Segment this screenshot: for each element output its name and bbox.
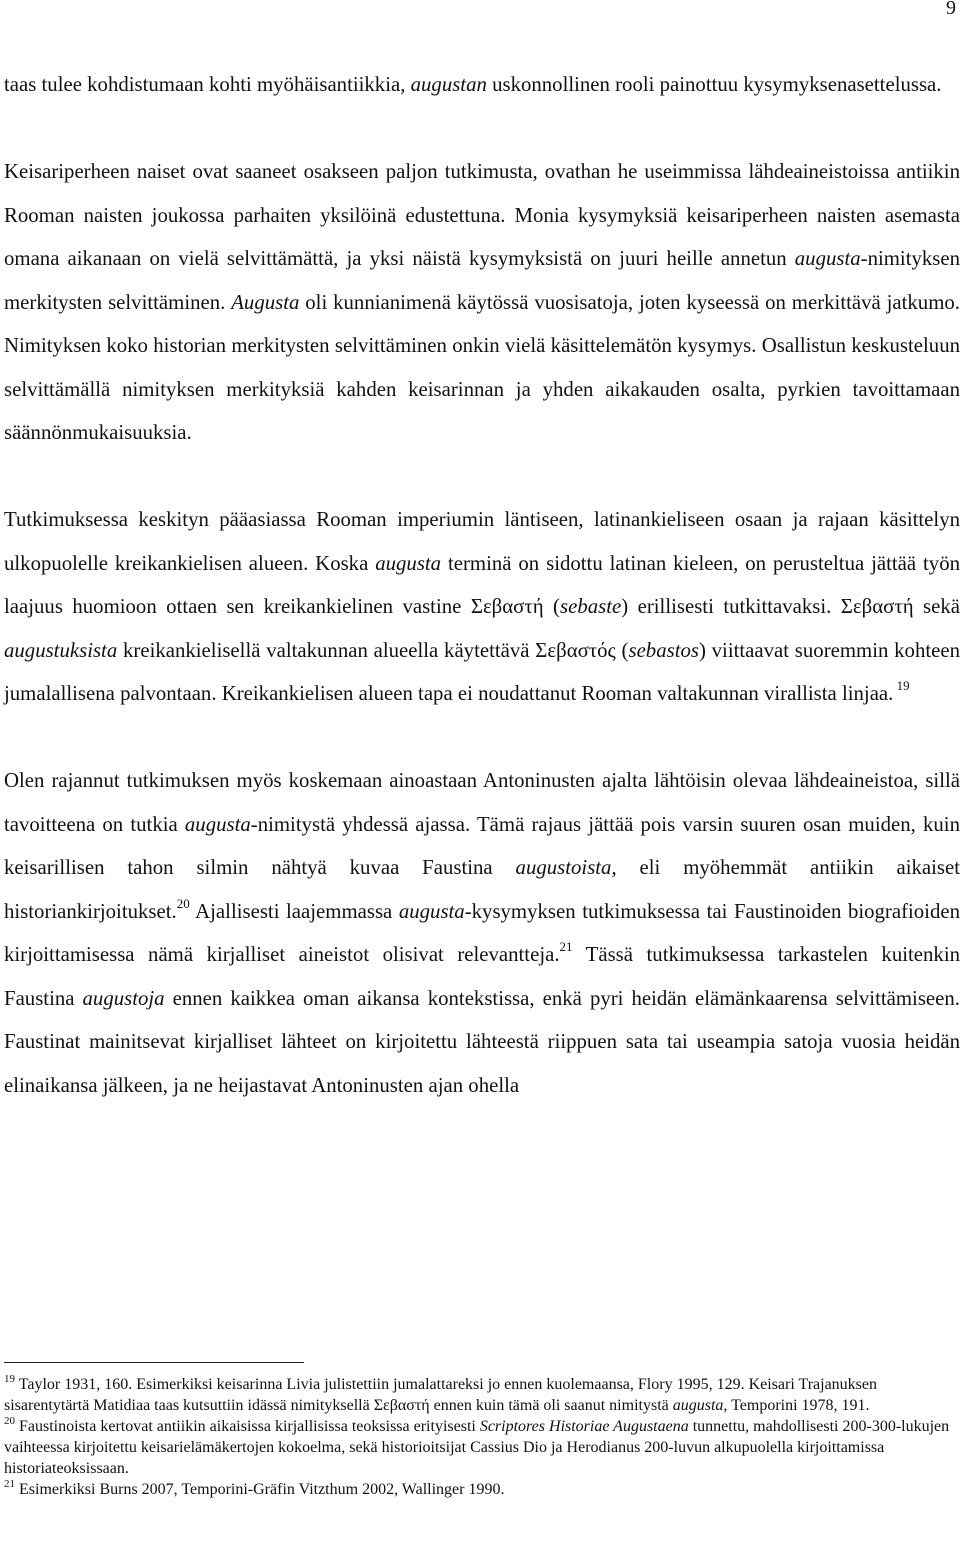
footnote-reference: 20 xyxy=(4,1415,15,1427)
italic-term: sebastos xyxy=(628,638,699,662)
italic-term: Augusta xyxy=(231,290,300,314)
text-run: ) viittaavat suoremmin kohteen jumalallisena palvontaan. Kreikankielisen alueen tapa ei noudattanut Rooman valtakunnan virallista linjaa. xyxy=(4,638,960,705)
text-run: Tutkimuksessa keskityn pääasiassa Rooman imperiumin läntiseen, latinankieliseen osaan ja rajaan käsittelyn ulkopuolelle kreikankielisen alueen. Koska xyxy=(4,508,960,575)
text-run: -nimitystä yhdessä ajassa. Tämä rajaus jättää pois varsin suuren osan muiden, kuin keisarillisen tahon silmin nähtyä kuvaa Faustina xyxy=(4,812,960,879)
text-run: Keisariperheen naiset ovat saaneet osakseen paljon tutkimusta, ovathan he useimmissa lähdeaineistoissa antiikin Rooman naisten joukossa parhaiten yksilöinä edustettuna. Monia kysymyksiä keisariperheen naisten asemasta omana aikanaan on vielä selvittämättä, ja yksi näistä kysymyksistä on juuri heille annetun xyxy=(4,160,960,270)
italic-term: sebaste xyxy=(560,595,622,618)
text-run: Tässä tutkimuksessa tarkastelen kuitenkin Faustina xyxy=(4,943,960,1010)
italic-term: augustoista xyxy=(515,856,612,879)
footnotes xyxy=(4,1374,958,1500)
footnote-reference: 21 xyxy=(4,1478,15,1490)
italic-term: augusta xyxy=(375,551,442,575)
paragraph xyxy=(4,498,960,716)
text-run: uskonnollinen rooli painottuu kysymyksenasettelussa. xyxy=(486,73,942,96)
text-run: tunnettu, mahdollisesti 200-300-lukujen vaihteessa kirjoitettu keisarielämäkertojen kokoelma, sekä historioitsijat Cassius Dio ja Herodianus 200-luvun alkupuolella kirjoittamissa historiateoksissaan. xyxy=(4,1418,950,1477)
paragraph xyxy=(4,150,960,455)
footnote-reference: 21 xyxy=(559,939,573,954)
italic-term: augustan xyxy=(410,73,487,96)
text-run: kreikankielisellä valtakunnan alueella käytettävä Σεβαστός ( xyxy=(117,638,629,662)
text-run: terminä on sidottu latinan kieleen, on perusteltua jättää työn laajuus huomioon ottaen sen kreikankielinen vastine Σεβαστή ( xyxy=(4,551,960,618)
italic-term: augustuksista xyxy=(4,638,118,662)
text-run: Esimerkiksi Burns 2007, Temporini-Gräfin Vitzthum 2002, Wallinger 1990. xyxy=(15,1481,505,1498)
italic-term: augustoja xyxy=(82,986,165,1010)
text-run: -nimityksen merkitysten selvittäminen. xyxy=(4,247,960,314)
text-run: ) erillisesti tutkittavaksi. Σεβαστή sekä xyxy=(621,595,960,618)
footnote-separator xyxy=(4,1362,304,1363)
footnote xyxy=(4,1416,958,1479)
footnote xyxy=(4,1479,958,1500)
text-run: -kysymyksen tutkimuksessa tai Faustinoiden biografioiden kirjoittamisessa nämä kirjalliset aineistot olisivat relevantteja. xyxy=(4,899,960,966)
footnote-reference: 19 xyxy=(893,678,910,693)
text-run: Taylor 1931, 160. Esimerkiksi keisarinna Livia julistettiin jumalattareksi jo ennen kuolemaansa, Flory 1995, 129. Keisari Trajanuksen sisarentytärtä Matidiaa taas kutsuttiin idässä nimityksellä Σεβαστή ennen kuin tämä oli saanut nimitystä xyxy=(4,1376,877,1414)
text-run: , eli myöhemmät antiikin aikaiset historiankirjoitukset. xyxy=(4,856,960,923)
body-text xyxy=(4,63,960,1107)
text-run: , Temporini 1978, 191. xyxy=(723,1397,870,1414)
footnote-reference: 19 xyxy=(4,1373,15,1385)
paragraph xyxy=(4,759,960,1107)
italic-term: augusta xyxy=(398,899,465,923)
text-run: Faustinoista kertovat antiikin aikaisissa kirjallisissa teoksissa erityisesti xyxy=(15,1418,480,1435)
text-run: ennen kaikkea oman aikansa kontekstissa, enkä pyri heidän elämänkaarensa selvittämiseen. Faustinat mainitsevat kirjalliset lähteet on kirjoitettu lähteestä riippuen sata tai useampia satoja vuosia heidän elinaikansa jälkeen, ja ne heijastavat Antoninusten ajan ohella xyxy=(4,986,960,1097)
paragraph xyxy=(4,63,960,107)
italic-term: augusta xyxy=(672,1397,724,1414)
page-number: 9 xyxy=(946,0,956,19)
italic-term: Scriptores Historiae Augustaena xyxy=(479,1418,689,1435)
footnote xyxy=(4,1374,958,1416)
text-run: taas tulee kohdistumaan kohti myöhäisantiikkia, xyxy=(4,73,411,96)
text-run: Olen rajannut tutkimuksen myös koskemaan ainoastaan Antoninusten ajalta lähtöisin olevaa lähdeaineistoa, sillä tavoitteena on tutkia xyxy=(4,769,960,836)
italic-term: augusta xyxy=(794,247,861,270)
italic-term: augusta xyxy=(184,812,251,836)
text-run: oli kunnianimenä käytössä vuosisatoja, joten kyseessä on merkittävä jatkumo. Nimityksen koko historian merkitysten selvittäminen onkin vielä käsittelemätön kysymys. Osallistun keskusteluun selvittämällä nimityksen merkityksiä kahden keisarinnan ja yhden aikakauden osalta, pyrkien tavoittamaan säännönmukaisuuksia. xyxy=(4,290,960,444)
footnote-reference: 20 xyxy=(176,895,190,911)
text-run: Ajallisesti laajemmassa xyxy=(189,899,399,923)
